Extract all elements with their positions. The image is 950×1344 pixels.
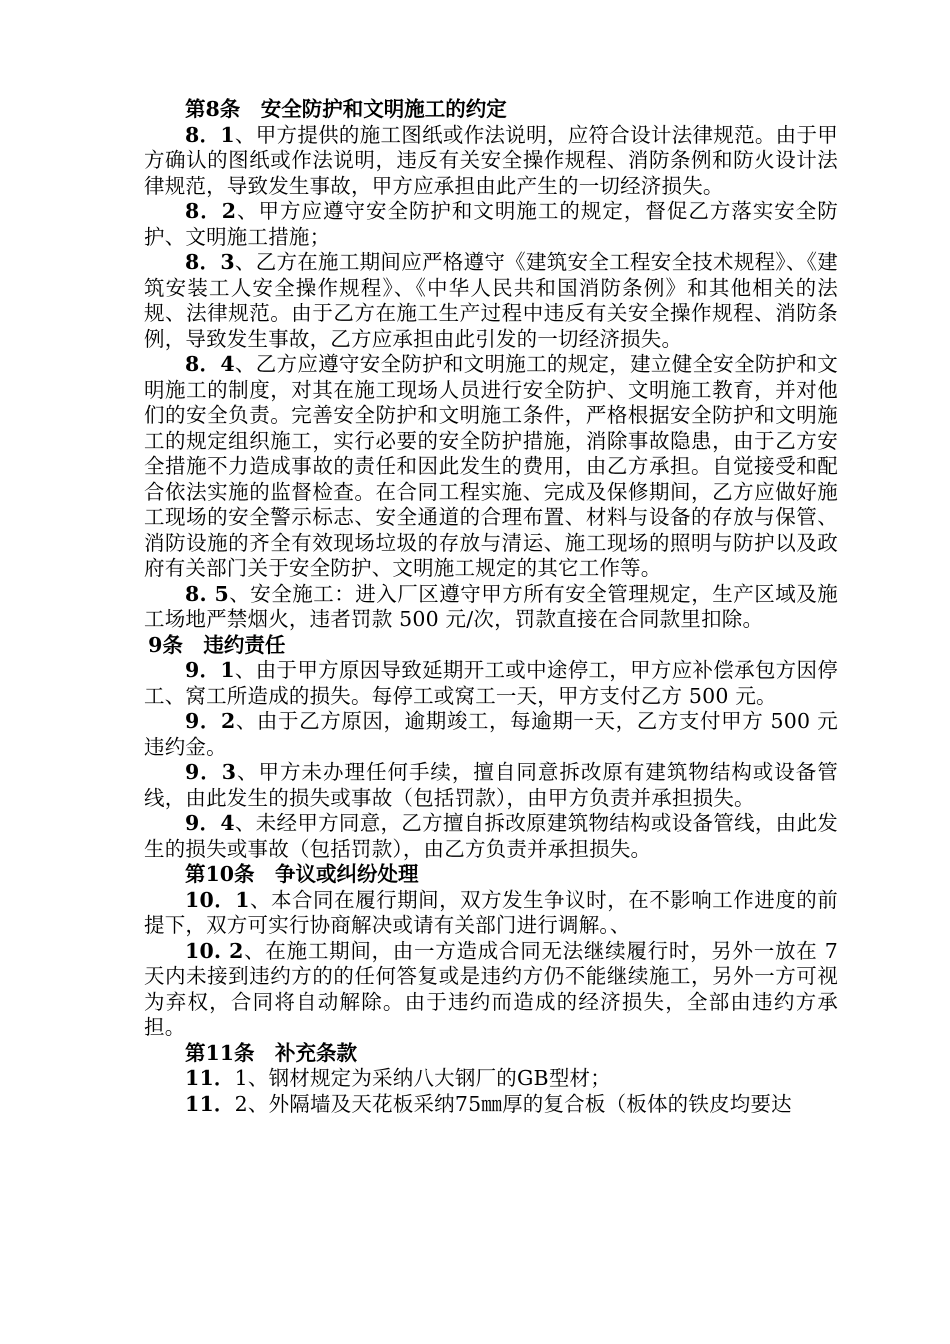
clause-8-2: 8．2、甲方应遵守安全防护和文明施工的规定，督促乙方落实安全防护、文明施工措施； [144,199,838,249]
section-heading-8: 第8条 安全防护和文明施工的约定 [185,97,507,121]
section-heading-9: 9条 违约责任 [148,632,286,657]
clause-9-1: 9．1、由于甲方原因导致延期开工或中途停工，甲方应补偿承包方因停工、窝工所造成的损失。每停工或窝工一天，甲方支付乙方 500 元。 [144,658,838,708]
clause-10-2: 10. 2、在施工期间，由一方造成合同无法继续履行时，另外一放在 7 天内未接到违约方的的任何答复或是违约方仍不能继续施工，另外一方可视为弃权，合同将自动解除。由于违约而造成的经济损失，全部由违约方承担。 [144,938,838,1039]
clause-8-5: 8. 5、安全施工：进入厂区遵守甲方所有安全管理规定，生产区域及施工场地严禁烟火，违者罚款 500 元/次，罚款直接在合同款里扣除。 [144,581,838,631]
clause-9-3: 9．3、甲方未办理任何手续，擅自同意拆改原有建筑物结构或设备管线，由此发生的损失或事故（包括罚款），由甲方负责并承担损失。 [144,760,838,810]
clause-11-2: 11．2、外隔墙及天花板采纳75㎜厚的复合板（板体的铁皮均要达 [185,1091,792,1116]
clause-11-1: 11．1、钢材规定为采纳八大钢厂的GB型材； [185,1066,611,1090]
clause-8-4: 8．4、乙方应遵守安全防护和文明施工的规定，建立健全安全防护和文明施工的制度，对其在施工现场人员进行安全防护、文明施工教育，并对他们的安全负责。完善安全防护和文明施工条件，严格根据安全防护和文明施工的规定组织施工，实行必要的安全防护措施，消除事故隐患，由于乙方安全措施不力造成事故的责任和因此发生的费用，由乙方承担。自觉接受和配合依法实施的监督检查。在合同工程实施、完成及保修期间，乙方应做好施工现场的安全警示标志、安全通道的合理布置、材料与设备的存放与保管、消防设施的齐全有效现场垃圾的存放与清运、施工现场的照明与防护以及政府有关部门关于安全防护、文明施工规定的其它工作等。 [144,352,838,580]
clause-9-2: 9．2、由于乙方原因，逾期竣工，每逾期一天，乙方支付甲方 500 元违约金。 [144,709,838,759]
clause-8-3: 8．3、乙方在施工期间应严格遵守《建筑安全工程安全技术规程》、《建筑安装工人安全操作规程》、《中华人民共和国消防条例》和其他相关的法规、法律规范。由于乙方在施工生产过程中违反有关安全操作规程、消防条例，导致发生事故，乙方应承担由此引发的一切经济损失。 [144,250,838,351]
clause-9-4: 9．4、未经甲方同意，乙方擅自拆改原建筑物结构或设备管线，由此发生的损失或事故（包括罚款），由乙方负责并承担损失。 [144,811,838,861]
clause-10-1: 10．1、本合同在履行期间，双方发生争议时，在不影响工作进度的前提下，双方可实行协商解决或请有关部门进行调解。、 [144,887,838,937]
section-heading-11: 第11条 补充条款 [185,1040,358,1065]
clause-8-1: 8．1、甲方提供的施工图纸或作法说明，应符合设计法律规范。由于甲方确认的图纸或作法说明，违反有关安全操作规程、消防条例和防火设计法律规范，导致发生事故，甲方应承担由此产生的一切经济损失。 [144,122,838,198]
section-heading-10: 第10条 争议或纠纷处理 [185,862,419,886]
